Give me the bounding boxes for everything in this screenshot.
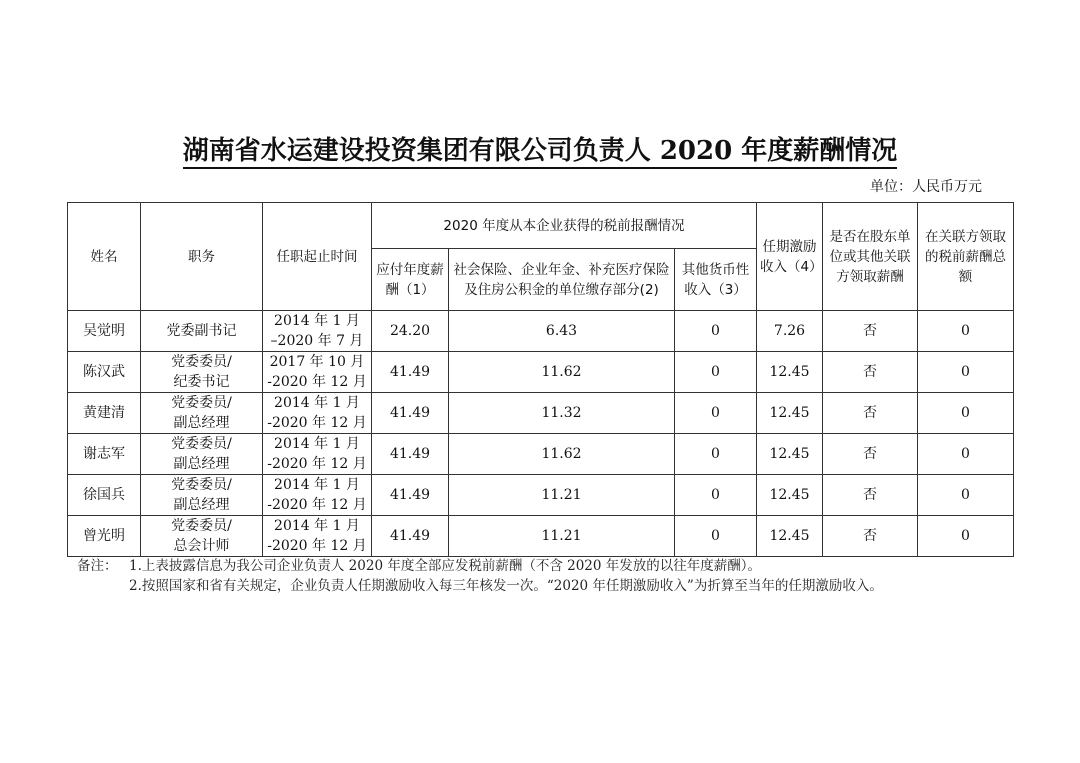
cell-incentive: 12.45 [757, 516, 823, 557]
header-name: 姓名 [68, 203, 141, 311]
cell-term-start: 2017 年 10 月 [269, 354, 365, 370]
cell-shareholder: 否 [823, 393, 918, 434]
footnote-1 [77, 556, 1037, 576]
cell-incentive: 12.45 [757, 352, 823, 393]
page-title-text: 湖南省水运建设投资集团有限公司负责人 2020 年度薪酬情况 [183, 136, 897, 169]
table-row [68, 434, 1014, 475]
cell-term-end: -2020 年 12 月 [267, 538, 367, 554]
cell-term-start: 2014 年 1 月 [274, 313, 360, 329]
table-row [68, 475, 1014, 516]
cell-term [263, 393, 372, 434]
footnote-2-text: 2.按照国家和省有关规定，企业负责人任期激励收入每三年核发一次。“2020 年任期激励收入”为折算至当年的任期激励收入。 [129, 578, 883, 594]
cell-salary: 41.49 [372, 393, 449, 434]
cell-social: 11.62 [449, 434, 675, 475]
cell-salary: 24.20 [372, 311, 449, 352]
cell-duty [141, 393, 263, 434]
cell-other: 0 [675, 516, 757, 557]
cell-duty-line1: 党委委员/ [171, 518, 232, 534]
table-row [68, 516, 1014, 557]
salary-table [67, 202, 1014, 557]
cell-term-end: -2020 年 12 月 [267, 374, 367, 390]
cell-name: 黄建清 [68, 393, 141, 434]
cell-term [263, 475, 372, 516]
cell-duty [141, 311, 263, 352]
cell-term [263, 352, 372, 393]
cell-salary: 41.49 [372, 475, 449, 516]
cell-duty [141, 352, 263, 393]
cell-other: 0 [675, 393, 757, 434]
cell-other: 0 [675, 352, 757, 393]
cell-salary: 41.49 [372, 434, 449, 475]
cell-incentive: 12.45 [757, 393, 823, 434]
cell-social: 11.62 [449, 352, 675, 393]
currency-unit: 单位：人民币万元 [870, 179, 982, 195]
cell-term-end: –2020 年 7 月 [270, 333, 364, 349]
cell-duty-line1: 党委委员/ [171, 436, 232, 452]
cell-term-end: -2020 年 12 月 [267, 415, 367, 431]
cell-duty [141, 516, 263, 557]
cell-term-start: 2014 年 1 月 [274, 395, 360, 411]
header-term: 任职起止时间 [263, 203, 372, 311]
header-related-total: 在关联方领取的税前薪酬总额 [918, 203, 1014, 311]
cell-other: 0 [675, 311, 757, 352]
cell-term-start: 2014 年 1 月 [274, 436, 360, 452]
cell-shareholder: 否 [823, 434, 918, 475]
cell-other: 0 [675, 434, 757, 475]
cell-duty-line1: 党委委员/ [171, 395, 232, 411]
cell-duty-line2: 纪委书记 [173, 374, 230, 390]
cell-shareholder: 否 [823, 311, 918, 352]
cell-name: 曾光明 [68, 516, 141, 557]
cell-name: 谢志军 [68, 434, 141, 475]
cell-name: 陈汉武 [68, 352, 141, 393]
cell-duty-line2: 副总经理 [173, 497, 230, 513]
header-salary: 应付年度薪酬（1） [372, 249, 449, 311]
header-pretax-group: 2020 年度从本企业获得的税前报酬情况 [372, 203, 757, 249]
cell-term [263, 516, 372, 557]
cell-related: 0 [918, 516, 1014, 557]
cell-shareholder: 否 [823, 516, 918, 557]
cell-incentive: 12.45 [757, 434, 823, 475]
cell-duty-line1: 党委委员/ [171, 477, 232, 493]
cell-term [263, 311, 372, 352]
cell-related: 0 [918, 434, 1014, 475]
cell-name: 吴觉明 [68, 311, 141, 352]
cell-duty-line2: 总会计师 [173, 538, 230, 554]
footnote-2 [77, 576, 1037, 596]
header-duty: 职务 [141, 203, 263, 311]
cell-duty [141, 434, 263, 475]
cell-social: 6.43 [449, 311, 675, 352]
cell-social: 11.21 [449, 475, 675, 516]
cell-related: 0 [918, 393, 1014, 434]
cell-duty [141, 475, 263, 516]
cell-term-start: 2014 年 1 月 [274, 518, 360, 534]
cell-term-end: -2020 年 12 月 [267, 456, 367, 472]
cell-social: 11.32 [449, 393, 675, 434]
cell-shareholder: 否 [823, 475, 918, 516]
cell-related: 0 [918, 311, 1014, 352]
table-row [68, 352, 1014, 393]
cell-incentive: 12.45 [757, 475, 823, 516]
cell-name: 徐国兵 [68, 475, 141, 516]
page-title [0, 132, 1080, 170]
cell-related: 0 [918, 352, 1014, 393]
header-other-income: 其他货币性收入（3） [675, 249, 757, 311]
header-incentive: 任期激励收入（4） [757, 203, 823, 311]
footnote-1-text: 1.上表披露信息为我公司企业负责人 2020 年度全部应发税前薪酬（不含 2020 年发放的以往年度薪酬）。 [129, 558, 762, 574]
footnotes [77, 556, 1037, 596]
cell-term [263, 434, 372, 475]
cell-other: 0 [675, 475, 757, 516]
cell-shareholder: 否 [823, 352, 918, 393]
header-shareholder-pay: 是否在股东单位或其他关联方领取薪酬 [823, 203, 918, 311]
cell-duty-line2: 副总经理 [173, 415, 230, 431]
footnote-label: 备注： [77, 558, 118, 574]
cell-salary: 41.49 [372, 352, 449, 393]
table-row [68, 393, 1014, 434]
table-row [68, 311, 1014, 352]
cell-term-end: -2020 年 12 月 [267, 497, 367, 513]
cell-salary: 41.49 [372, 516, 449, 557]
cell-duty-line1: 党委副书记 [166, 323, 237, 339]
cell-incentive: 7.26 [757, 311, 823, 352]
cell-related: 0 [918, 475, 1014, 516]
cell-term-start: 2014 年 1 月 [274, 477, 360, 493]
cell-social: 11.21 [449, 516, 675, 557]
header-social-insurance: 社会保险、企业年金、补充医疗保险及住房公积金的单位缴存部分(2) [449, 249, 675, 311]
cell-duty-line2: 副总经理 [173, 456, 230, 472]
cell-duty-line1: 党委委员/ [171, 354, 232, 370]
